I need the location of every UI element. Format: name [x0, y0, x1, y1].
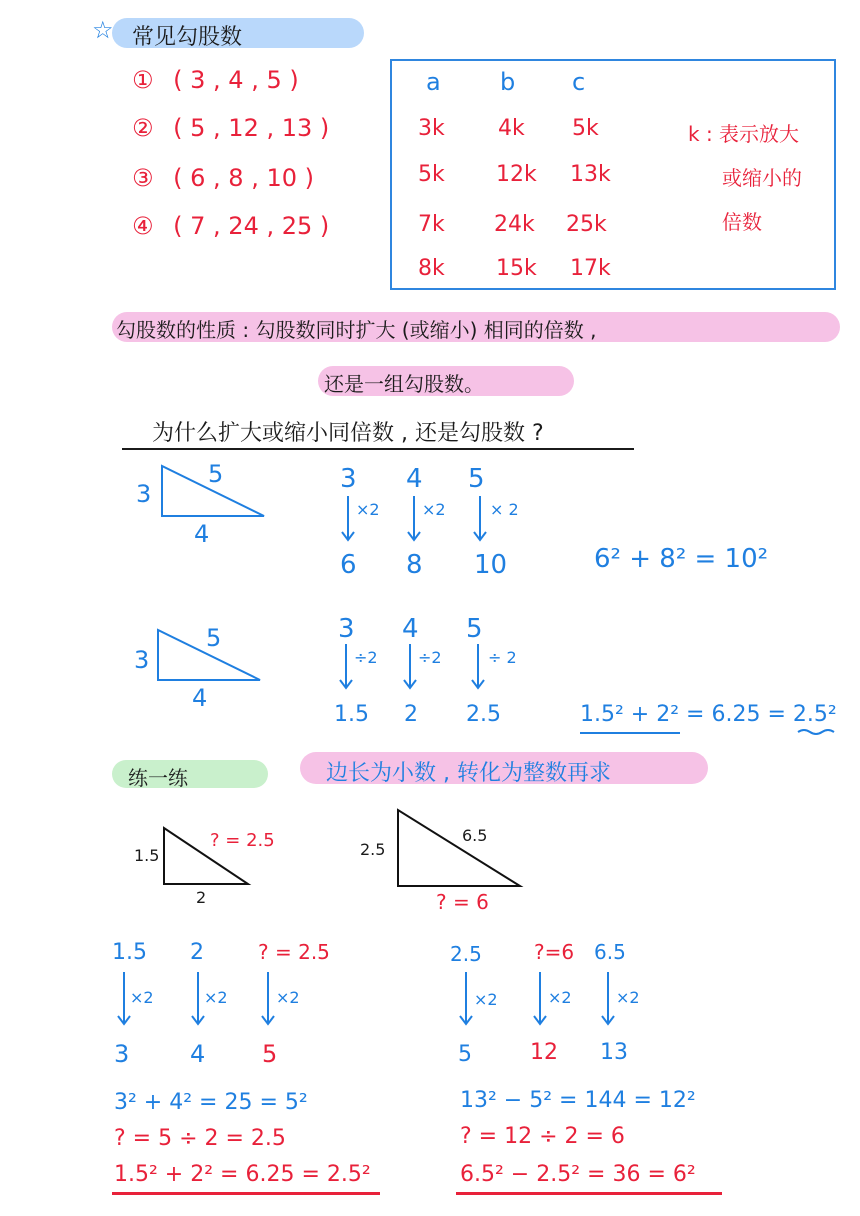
wl-bottom: 4	[190, 1040, 206, 1068]
wl-eq2: ? = 5 ÷ 2 = 2.5	[114, 1126, 286, 1151]
wl-op: ×2	[130, 988, 154, 1007]
triple-number: ④	[132, 212, 154, 240]
table-cell: 8k	[418, 256, 445, 281]
table-note: 或缩小的	[722, 166, 802, 190]
wr-bottom: 5	[458, 1042, 472, 1067]
wr-top: 2.5	[450, 942, 482, 966]
wl-top: 1.5	[112, 940, 147, 965]
ex1-op: ×2	[422, 500, 446, 519]
wl-op: ×2	[276, 988, 300, 1007]
triple-text: ( 5 , 12 , 13 )	[173, 114, 330, 142]
wr-underline	[456, 1192, 722, 1195]
table-header-b: b	[500, 68, 516, 96]
table-cell: 25k	[566, 212, 607, 237]
heading-title: 常见勾股数	[132, 25, 243, 50]
table-header-a: a	[426, 68, 441, 96]
tri3-hyp-label: ? = 2.5	[210, 830, 275, 851]
practice-label: 练一练	[128, 766, 188, 790]
practice-tip: 边长为小数 , 转化为整数再求	[326, 761, 611, 786]
tri1-hyp-label: 5	[208, 460, 224, 488]
ex1-op: × 2	[490, 500, 519, 519]
table-cell: 17k	[570, 256, 611, 281]
tri4-hyp-label: 6.5	[462, 826, 488, 845]
ex1-top: 4	[406, 464, 423, 494]
wr-bottom: 13	[600, 1040, 628, 1065]
table-cell: 3k	[418, 116, 445, 141]
triple-number: ③	[132, 164, 154, 192]
tri2-bottom-label: 4	[192, 684, 208, 712]
wr-op: ×2	[474, 990, 498, 1009]
tri4-left-label: 2.5	[360, 840, 386, 859]
ex1-top: 5	[468, 464, 485, 494]
wl-top: ? = 2.5	[258, 940, 330, 964]
table-cell: 15k	[496, 256, 537, 281]
tri3-left-label: 1.5	[134, 846, 160, 865]
wl-underline	[112, 1192, 380, 1195]
ex2-top: 4	[402, 614, 419, 644]
wl-eq1: 3² + 4² = 25 = 5²	[114, 1090, 308, 1115]
triple-number: ②	[132, 114, 154, 142]
ex2-top: 5	[466, 614, 483, 644]
tri2-hyp-label: 5	[206, 624, 222, 652]
ex2-bottom: 2	[404, 702, 418, 727]
wr-op: ×2	[548, 988, 572, 1007]
table-cell: 7k	[418, 212, 445, 237]
table-cell: 5k	[572, 116, 599, 141]
table-cell: 24k	[494, 212, 535, 237]
wl-top: 2	[190, 940, 204, 965]
property-line-2: 还是一组勾股数。	[324, 372, 484, 396]
tri4-bottom-label: ? = 6	[436, 890, 489, 914]
triple-text: ( 6 , 8 , 10 )	[173, 164, 314, 192]
tri3-bottom-label: 2	[196, 888, 207, 907]
wr-eq3: 6.5² − 2.5² = 36 = 6²	[460, 1162, 696, 1187]
ex2-bottom: 2.5	[466, 702, 501, 727]
ex2-op: ÷ 2	[488, 648, 517, 667]
triple-text: ( 3 , 4 , 5 )	[173, 66, 299, 94]
triple-number: ①	[132, 66, 154, 94]
ex1-bottom: 8	[406, 550, 423, 580]
ex1-top: 3	[340, 464, 357, 494]
property-line-1: 勾股数的性质 : 勾股数同时扩大 (或缩小) 相同的倍数 ,	[116, 318, 597, 342]
wr-op: ×2	[616, 988, 640, 1007]
tri2-left-label: 3	[134, 646, 150, 674]
ex1-equation: 6² + 8² = 10²	[594, 544, 769, 574]
wr-top: 6.5	[594, 940, 626, 964]
wr-top: ?=6	[534, 940, 575, 964]
ex1-bottom: 10	[474, 550, 508, 580]
triple-text: ( 7 , 24 , 25 )	[173, 212, 330, 240]
table-cell: 5k	[418, 162, 445, 187]
ex2-op: ÷2	[418, 648, 442, 667]
wl-bottom: 3	[114, 1040, 130, 1068]
table-cell: 13k	[570, 162, 611, 187]
ex2-equation: 1.5² + 2² = 6.25 = 2.5²	[580, 702, 837, 727]
ex2-top: 3	[338, 614, 355, 644]
ex1-bottom: 6	[340, 550, 357, 580]
wl-bottom: 5	[262, 1040, 278, 1068]
table-cell: 12k	[496, 162, 537, 187]
ex2-op: ÷2	[354, 648, 378, 667]
star-icon: ☆	[92, 16, 114, 44]
table-note: k : 表示放大	[688, 122, 800, 146]
tri1-left-label: 3	[136, 480, 152, 508]
wr-bottom: 12	[530, 1040, 558, 1065]
ex1-op: ×2	[356, 500, 380, 519]
question-text: 为什么扩大或缩小同倍数 , 还是勾股数 ?	[152, 421, 544, 446]
wl-op: ×2	[204, 988, 228, 1007]
wr-eq1: 13² − 5² = 144 = 12²	[460, 1088, 696, 1113]
tri1-bottom-label: 4	[194, 520, 210, 548]
table-header-c: c	[572, 68, 586, 96]
table-note: 倍数	[722, 210, 762, 234]
wr-eq2: ? = 12 ÷ 2 = 6	[460, 1124, 625, 1149]
ex2-bottom: 1.5	[334, 702, 369, 727]
wl-eq3: 1.5² + 2² = 6.25 = 2.5²	[114, 1162, 371, 1187]
table-cell: 4k	[498, 116, 525, 141]
